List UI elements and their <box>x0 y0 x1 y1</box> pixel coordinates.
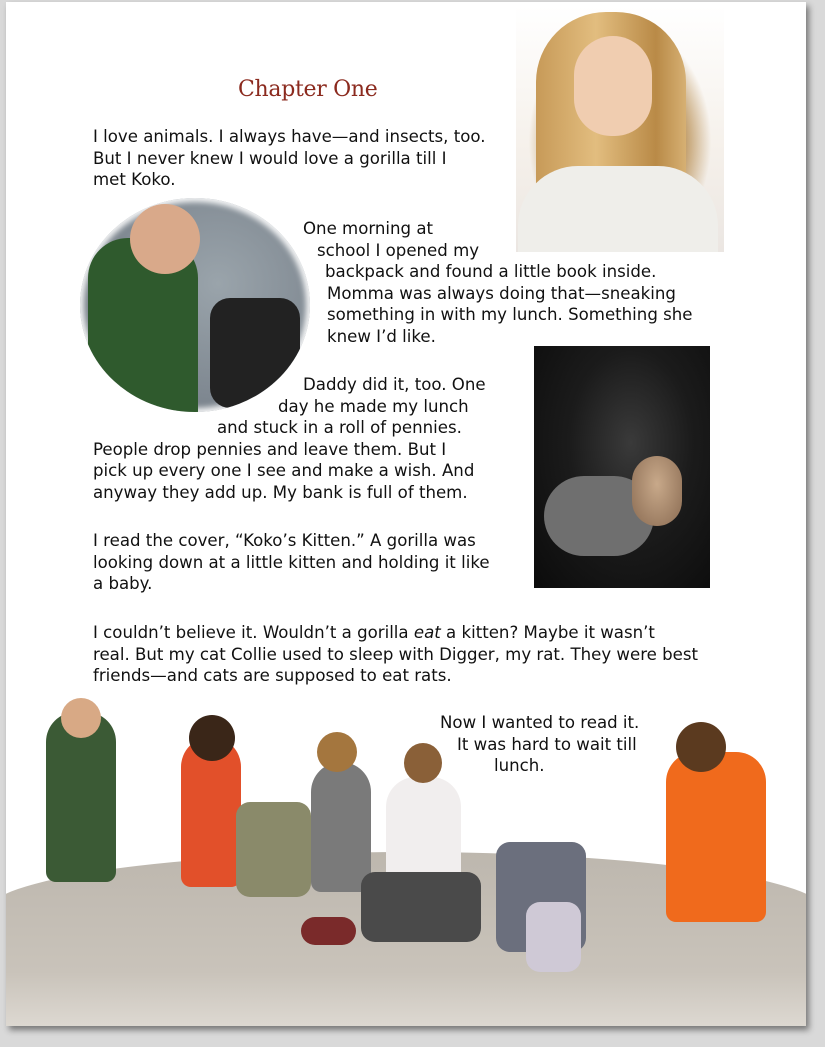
kid-green-shirt <box>46 712 116 882</box>
smiling-girl-photo <box>516 6 724 252</box>
text-line: and stuck in a roll of pennies. <box>217 418 462 437</box>
gorilla-kitten-photo <box>534 346 710 588</box>
text-line: lunch. <box>494 756 545 775</box>
text-line: met Koko. <box>93 170 176 189</box>
text-segment: a kitten? Maybe it wasn’t <box>440 623 655 642</box>
text-line: real. But my cat Collie used to sleep with Digger, my rat. They were best <box>93 644 699 664</box>
kids-backpacks-photo <box>6 692 806 1026</box>
backpack <box>361 872 481 942</box>
chapter-title: Chapter One <box>238 77 378 102</box>
text-line: day he made my lunch <box>278 396 469 416</box>
lunchbox <box>526 902 581 972</box>
text-line: pick up every one I see and make a wish. And <box>93 461 475 480</box>
text-line: Now I wanted to read it. <box>440 713 640 732</box>
text-line: I read the cover, “Koko’s Kitten.” A gorilla was <box>93 531 476 550</box>
text-line: friends—and cats are supposed to eat rats. <box>93 666 452 685</box>
text-line: It was hard to wait till <box>457 734 637 754</box>
paragraph-4 <box>93 530 490 595</box>
paragraph-6 <box>440 712 639 777</box>
girl-head <box>130 204 200 274</box>
text-line: looking down at a little kitten and holding it like <box>93 552 490 572</box>
text-line: People drop pennies and leave them. But I <box>93 439 447 459</box>
text-line: One morning at <box>303 219 434 238</box>
text-line: Daddy did it, too. One <box>303 375 486 394</box>
kid-orange-shirt <box>181 737 241 887</box>
kid-head <box>189 715 235 761</box>
kid-head <box>676 722 726 772</box>
paragraph-2 <box>303 218 693 347</box>
book-page <box>6 2 806 1026</box>
kid-head <box>61 698 101 738</box>
text-line: anyway they add up. My bank is full of them. <box>93 482 468 502</box>
kid-head <box>317 732 357 772</box>
kitten <box>632 456 682 526</box>
text-line: a baby. <box>93 574 153 593</box>
paragraph-1 <box>93 126 486 191</box>
text-line: knew I’d like. <box>327 326 436 346</box>
text-line <box>93 622 698 644</box>
paragraph-5 <box>93 622 698 687</box>
text-line: I love animals. I always have—and insects, too. <box>93 127 486 146</box>
striped-bag <box>301 917 356 945</box>
kid-gray-shirt <box>311 762 371 892</box>
kid-orange-jersey <box>666 752 766 922</box>
text-line: But I never knew I would love a gorilla till I <box>93 148 447 168</box>
emphasis-word: eat <box>413 623 441 642</box>
backpack <box>236 802 311 897</box>
text-line: something in with my lunch. Something she <box>327 305 693 324</box>
text-line: Momma was always doing that—sneaking <box>327 283 676 303</box>
paragraph-3 <box>93 374 486 503</box>
text-line: backpack and found a little book inside. <box>325 262 657 281</box>
text-segment: I couldn’t believe it. Wouldn’t a gorilla <box>93 623 414 642</box>
text-line: school I opened my <box>317 240 480 260</box>
kid-head <box>404 743 442 783</box>
girl-face <box>574 36 652 136</box>
